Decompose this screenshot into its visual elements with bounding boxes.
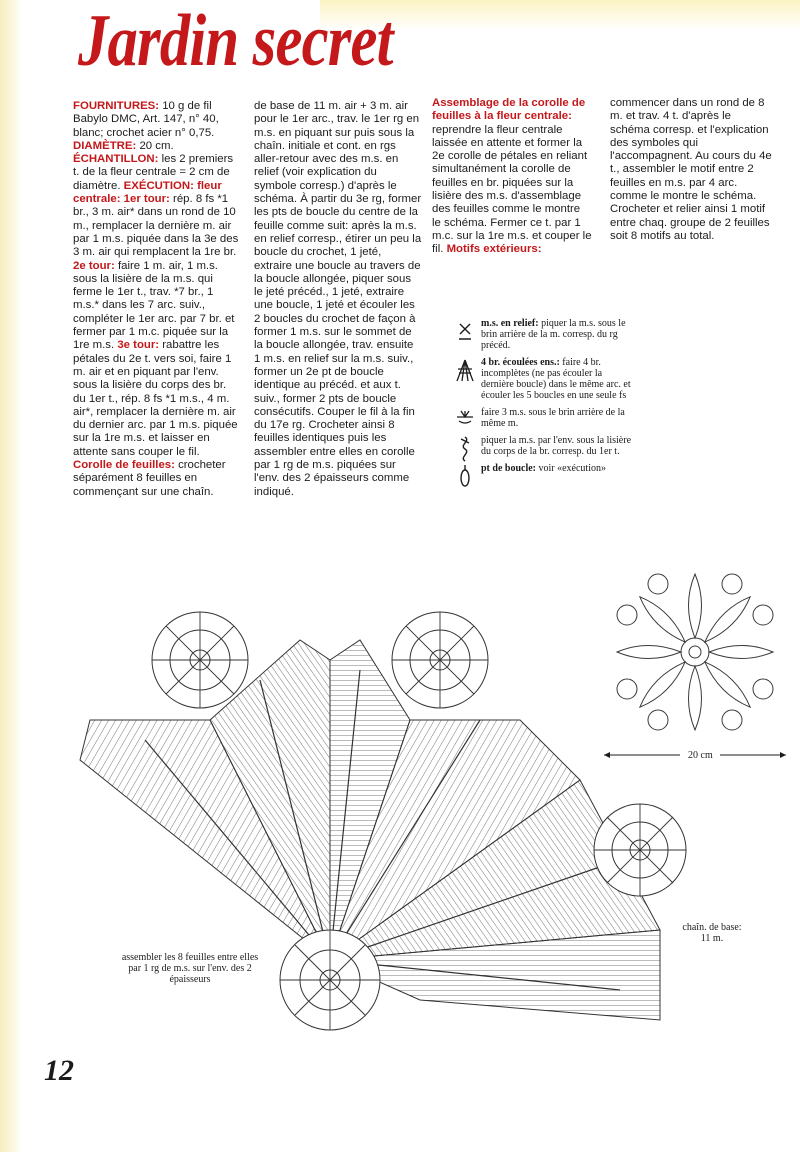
three-ms-back-loop-icon xyxy=(455,407,475,433)
tour2-text: faire 1 m. air, 1 m.s. sous la lisière de la m.s. qui ferme le 1er t., trav. *7 br., 1 m.s.* dans les 7 arc. suiv., compléter le 1er arc. par 7 br. et fermer par 1 m.c. piquée sur la 1re m.s. xyxy=(73,259,235,352)
text-column-4 xyxy=(610,97,772,243)
legend-label: m.s. en relief: xyxy=(481,318,539,329)
diametre-text: 20 cm. xyxy=(136,139,174,152)
legend-item xyxy=(455,435,635,457)
col4-text: commencer dans un rond de 8 m. et trav. 4 t. d'après le schéma corresp. et l'explication des symboles qui l'accompagnent. Au cours du 4e t., assembler le motif entre 2 feuilles en m.s. par 4 arc. comme le montre le schéma. Crocheter et relier ainsi 1 motif entre chaq. groupe de 2 feuilles soit 8 motifs au total. xyxy=(610,97,772,242)
echantillon-label: ÉCHANTILLON: xyxy=(73,153,159,166)
echantillon-text: les 2 premiers t. de la fleur centrale = 2 cm de diamètre. xyxy=(73,153,234,192)
legend-label: 4 br. écoulées ens.: xyxy=(481,357,560,368)
page-title: Jardin secret xyxy=(78,0,393,82)
page-binding-shade xyxy=(0,0,22,1152)
assembly-label: assembler les 8 feuilles entre elles par 1 rg de m.s. sur l'env. des 2 épaisseurs xyxy=(121,952,259,985)
tour3-label: 3e tour: xyxy=(114,339,160,352)
page-number: 12 xyxy=(44,1054,74,1087)
diametre-label: DIAMÈTRE: xyxy=(73,139,137,152)
assemblage-label: Assemblage de la corolle de feuilles à la fleur centrale: xyxy=(432,97,586,123)
fournitures-label: FOURNITURES: xyxy=(73,100,160,112)
symbol-legend xyxy=(455,318,635,480)
loop-stitch-symbol-icon xyxy=(455,463,475,489)
assemblage-text: reprendre la fleur centrale laissée en attente et former la 2e corolle de pétales en reliant simultanément la corolle de feuilles en br. piquées sur la lisière des m.s. d'assemblage des feuilles comme le montre le schéma. Fermer ce t. par 1 m.c. sur la 1re m.s. et couper le fil. xyxy=(432,123,592,256)
corolle-label: Corolle de feuilles: xyxy=(73,459,175,472)
legend-text: faire 3 m.s. sous le brin arrière de la même m. xyxy=(481,407,625,429)
text-column-3 xyxy=(432,97,592,257)
col2-text: de base de 11 m. air + 3 m. air pour le 1er arc., trav. le 1er rg en m.s. en piquant sur puis sous la chaîn. initiale et cont. en rgs aller-retour avec des m.s. en relief (voir explication du symbole corresp.) d'après le schéma. À partir du 3e rg, former les pts de boucle du centre de la feuille comme suit: après la m.s. en relief corresp., étirer un peu la boucle du crochet, 1 jeté, extraire une boucle au travers de la boucle allongée, piquer sous le jeté précéd., 1 jeté, extraire une boucle, 1 jeté et écouler les 2 boucles du crochet de façon à former 1 m.s. sur le sommet de la boucle allongée, trav. ensuite 1 m.s. en relief sur la m.s. suiv., former un 2e pt de boucle identique au précéd. et aux t. suiv., former 2 pts de boucle consécutifs. Couper le fil à la fin du 17e rg. Crocheter ainsi 8 feuilles identiques puis les assembler entre elles en corolle par 1 rg de m.s. piquées sur l'env. des 2 épaisseurs comme indiqué. xyxy=(254,100,422,498)
tour2-label: 2e tour: xyxy=(73,259,115,272)
legend-item xyxy=(455,463,635,474)
legend-text: piquer la m.s. sous le brin arrière de la m. corresp. du rg précéd. xyxy=(481,318,626,351)
dimension-label: 20 cm xyxy=(688,750,713,761)
execution-text: rép. 8 fs *1 br., 3 m. air* dans un rond de 10 m., remplacer la dernière m. air par 1 m.s. piquée dans la 3e des 3 m. air qui remplacent la 1re br. xyxy=(73,193,239,259)
tour3-text: rabattre les pétales du 2e t. vers soi, faire 1 m. air et en piquant par l'env. sous la lisière du corps des br. du 1er t., rép. 8 fs *1 m.s., 4 m. air*, remplacer la dernière m. air du dernier arc. par 1 m.s. piquée sur la 1re m.s. et laisser en attente sans couper le fil. xyxy=(73,339,238,458)
main-crochet-diagram xyxy=(60,600,700,1080)
ms-relief-symbol-icon xyxy=(455,318,475,344)
text-column-1 xyxy=(73,100,241,499)
text-column-2 xyxy=(254,100,422,499)
legend-item xyxy=(455,318,635,351)
four-bride-cluster-icon xyxy=(455,357,475,383)
ms-reverse-symbol-icon xyxy=(455,435,475,461)
legend-item xyxy=(455,357,635,401)
fournitures-text: 10 g de fil Babylo DMC, Art. 147, n° 40, blanc; crochet acier n° 0,75. xyxy=(73,100,219,139)
execution-label: EXÉCUTION: fleur centrale: 1er tour: xyxy=(73,179,222,206)
chain-label: chaîn. de base: 11 m. xyxy=(682,922,742,944)
motifs-label: Motifs extérieurs: xyxy=(443,243,542,256)
legend-label: pt de boucle: xyxy=(481,463,536,474)
legend-item xyxy=(455,407,635,429)
legend-text: piquer la m.s. par l'env. sous la lisière du corps de la br. corresp. du 1er t. xyxy=(481,435,632,457)
legend-text: voir «exécution» xyxy=(536,463,606,474)
legend-text: faire 4 br. incomplètes (ne pas écouler la dernière boucle) dans le même arc. et écouler les 5 boucles en une seule fs xyxy=(481,357,631,401)
corolle-text: crocheter séparément 8 feuilles en commençant sur une chaîn. xyxy=(73,459,226,498)
